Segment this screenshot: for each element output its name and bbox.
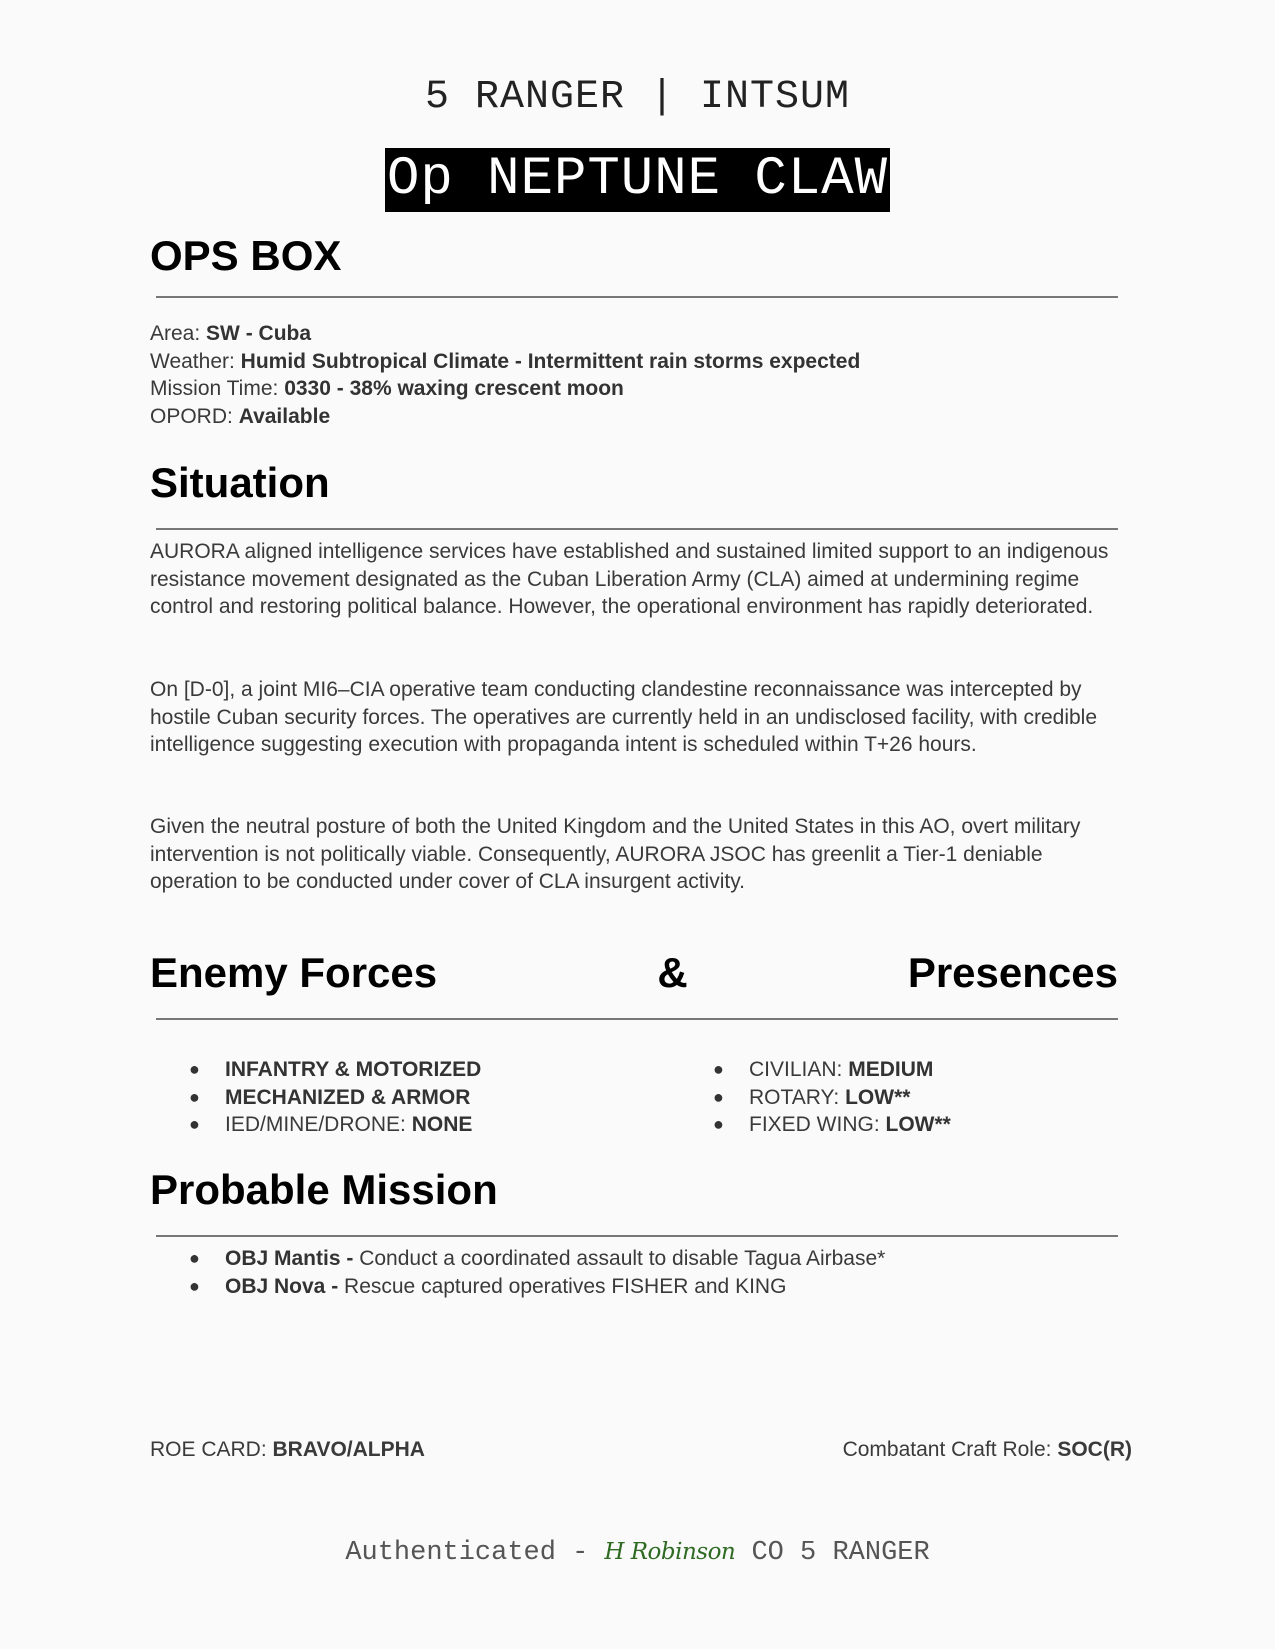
situation-paragraph-2: On [D-0], a joint MI6–CIA operative team conducting clandestine reconnaissance was intercepted by hostile Cuban security forces. The operatives are currently held in an undisclosed facility, with credible intelligence suggesting execution with propaganda intent is scheduled within T+26 hours. [150,678,1098,756]
list-item [150,1084,481,1112]
bullet-icon: ● [713,1114,724,1134]
authentication-line [150,1538,1125,1568]
bullet-icon: ● [189,1248,200,1268]
ops-box-details [150,320,860,430]
ops-box-heading: OPS BOX [150,232,342,279]
signature: H Robinson [604,1539,736,1565]
enemy-forces-list [150,1056,481,1139]
list-item [150,1245,885,1273]
situation-rule [156,528,1118,530]
weather-value: Humid Subtropical Climate - Intermittent rain storms expected [240,349,861,373]
bullet-icon: ● [713,1059,724,1079]
enemy-force-value: MECHANIZED & ARMOR [225,1085,471,1109]
enemy-force-value: NONE [411,1113,473,1136]
presence-label: CIVILIAN: [749,1058,849,1081]
unit-title: 5 RANGER | INTSUM [424,75,851,120]
weather-label: Weather: [150,349,235,373]
area-value: SW - Cuba [206,322,312,345]
presence-label: ROTARY: [749,1085,846,1109]
craft-label: Combatant Craft Role: [842,1438,1058,1461]
list-item [674,1056,951,1084]
objective-text: Conduct a coordinated assault to disable Tagua Airbase* [353,1247,886,1270]
roe-card [150,1438,425,1462]
objective-name: OBJ Mantis - [225,1247,354,1270]
bullet-icon: ● [189,1086,200,1107]
operation-name-banner: Op NEPTUNE CLAW [386,149,889,210]
bullet-icon: ● [189,1114,200,1134]
mission-time-label: Mission Time: [150,377,279,400]
presence-label: FIXED WING: [749,1113,886,1136]
list-item [674,1111,951,1139]
objective-name: OBJ Nova - [225,1274,339,1298]
list-item [150,1111,481,1139]
probable-mission-heading: Probable Mission [150,1166,498,1213]
auth-prefix: Authenticated - [345,1538,589,1568]
area-label: Area: [150,322,201,345]
situation-heading: Situation [150,459,330,506]
enemy-force-value: INFANTRY & MOTORIZED [225,1058,482,1081]
area-line [150,320,860,348]
presence-value: MEDIUM [848,1058,934,1081]
list-item [150,1056,481,1084]
situation-paragraph-1: AURORA aligned intelligence services have established and sustained limited support to an indigenous resistance movement designated as the Cuban Liberation Army (CLA) aimed at undermining regime control and restoring political balance. However, the operational environment has rapidly deteriorated. [150,540,1109,618]
roe-label: ROE CARD: [150,1438,273,1461]
combatant-craft-role [843,1438,1132,1462]
presences-list [674,1056,951,1139]
opord-label: OPORD: [150,404,233,428]
opord-line [150,403,860,431]
enemy-force-label: IED/MINE/DRONE: [225,1113,412,1136]
list-item [674,1084,951,1112]
enemy-heading-ampersand: & [657,949,688,996]
weather-line [150,348,860,376]
ops-box-rule [156,296,1118,298]
objective-text: Rescue captured operatives FISHER and KING [338,1274,787,1298]
bullet-icon: ● [189,1275,200,1296]
list-item [150,1273,885,1301]
enemy-rule [156,1018,1118,1020]
bullet-icon: ● [713,1086,724,1107]
mission-rule [156,1235,1118,1237]
mission-time-line [150,375,860,403]
opord-value: Available [238,404,331,428]
mission-time-value: 0330 - 38% waxing crescent moon [284,377,624,400]
op-banner-wrap [150,148,1125,212]
enemy-forces-heading [150,949,1118,997]
enemy-heading-right: Presences [907,949,1118,996]
presence-value: LOW** [845,1085,911,1109]
bullet-icon: ● [189,1059,200,1079]
presence-value: LOW** [885,1113,951,1136]
mission-list [150,1245,885,1300]
craft-value: SOC(R) [1057,1438,1132,1461]
situation-paragraph-3: Given the neutral posture of both the United Kingdom and the United States in this AO, overt military intervention is not politically viable. Consequently, AURORA JSOC has greenlit a Tier-1 deniable operation to be conducted under cover of CLA insurgent activity. [150,815,1081,893]
roe-value: BRAVO/ALPHA [272,1438,425,1461]
enemy-heading-left: Enemy Forces [150,949,438,996]
auth-suffix: CO 5 RANGER [751,1538,930,1568]
